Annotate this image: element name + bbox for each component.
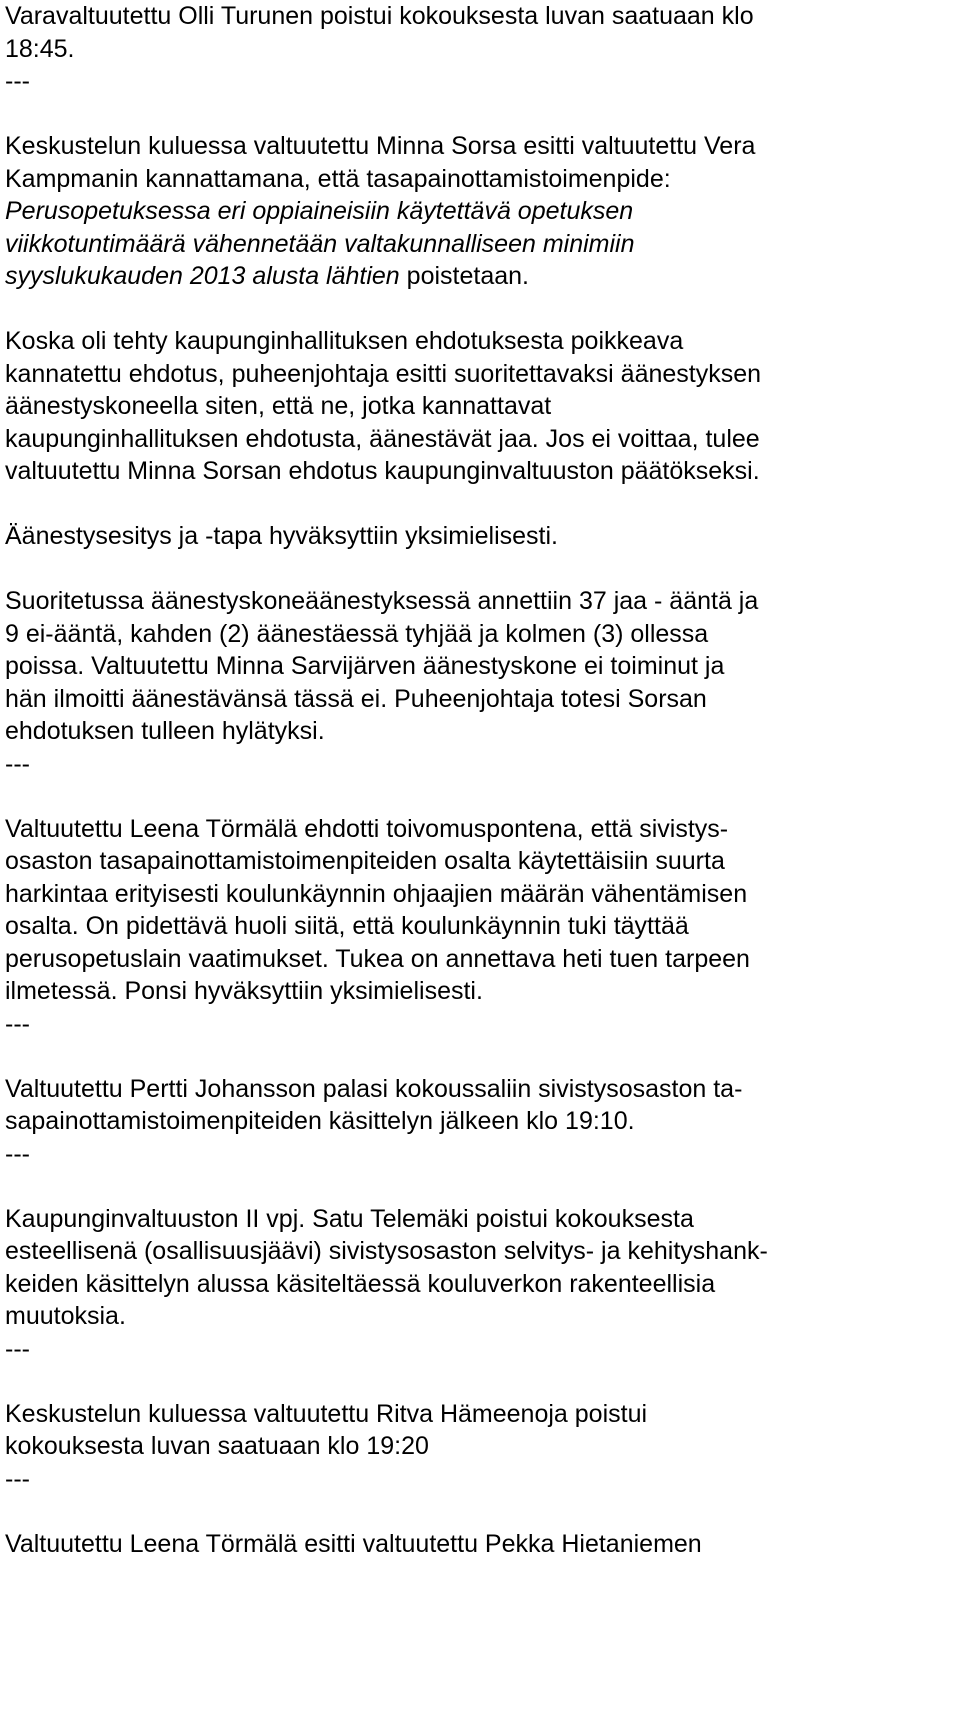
text-line bbox=[5, 1235, 955, 1268]
text-segment: keiden käsittelyn alussa käsiteltäessä kouluverkon rakenteellisia bbox=[5, 1269, 716, 1298]
text-segment: äänestyskoneella siten, että ne, jotka kannattavat bbox=[5, 392, 552, 420]
text-line bbox=[5, 1008, 955, 1041]
paragraph-spacer bbox=[5, 780, 955, 813]
text-line bbox=[5, 423, 955, 456]
text-line bbox=[5, 1430, 955, 1463]
paragraph-b7 bbox=[5, 1073, 955, 1171]
italic-text: viikkotuntimäärä vähennetään valtakunnalliseen minimiin bbox=[5, 229, 635, 258]
text-segment: 18:45. bbox=[5, 34, 75, 63]
paragraph-b2 bbox=[5, 130, 955, 293]
text-line bbox=[5, 520, 955, 553]
text-line bbox=[5, 195, 955, 228]
paragraph-spacer bbox=[5, 1170, 955, 1203]
paragraph-b6 bbox=[5, 813, 955, 1041]
text-segment: Keskustelun kuluessa valtuutettu Minna Sorsa esitti valtuutettu Vera bbox=[5, 132, 756, 160]
text-line bbox=[5, 1105, 955, 1138]
text-segment: --- bbox=[5, 1464, 30, 1493]
text-line bbox=[5, 878, 955, 911]
text-line bbox=[5, 1398, 955, 1431]
text-segment: poistetaan. bbox=[399, 262, 529, 290]
paragraph-spacer bbox=[5, 98, 955, 131]
text-line bbox=[5, 33, 955, 66]
text-line bbox=[5, 1203, 955, 1236]
text-segment: kannatettu ehdotus, puheenjohtaja esitti suoritettavaksi äänestyksen bbox=[5, 359, 762, 388]
text-segment: muutoksia. bbox=[5, 1302, 126, 1330]
text-segment: valtuutettu Minna Sorsan ehdotus kaupunginvaltuuston päätökseksi. bbox=[5, 457, 760, 485]
text-line bbox=[5, 715, 955, 748]
text-line bbox=[5, 683, 955, 716]
paragraph-b3 bbox=[5, 325, 955, 488]
italic-text: Perusopetuksessa eri oppiaineisiin käytettävä opetuksen bbox=[5, 197, 634, 225]
text-line bbox=[5, 845, 955, 878]
text-segment: Varavaltuutettu Olli Turunen poistui kokouksesta luvan saatuaan klo bbox=[5, 2, 754, 30]
text-line bbox=[5, 1463, 955, 1496]
text-line bbox=[5, 65, 955, 98]
document-body bbox=[5, 0, 955, 1560]
text-segment: --- bbox=[5, 1009, 30, 1038]
text-line bbox=[5, 975, 955, 1008]
text-segment: ilmetessä. Ponsi hyväksyttiin yksimielisesti. bbox=[5, 977, 483, 1005]
text-segment: hän ilmoitti äänestävänsä tässä ei. Puheenjohtaja totesi Sorsan bbox=[5, 684, 707, 713]
text-segment: --- bbox=[5, 749, 30, 778]
text-line bbox=[5, 813, 955, 846]
paragraph-spacer bbox=[5, 1365, 955, 1398]
text-line bbox=[5, 1300, 955, 1333]
text-segment: Valtuutettu Leena Törmälä esitti valtuutettu Pekka Hietaniemen bbox=[5, 1529, 702, 1558]
paragraph-spacer bbox=[5, 553, 955, 586]
text-line bbox=[5, 1528, 955, 1561]
text-line bbox=[5, 618, 955, 651]
paragraph-spacer bbox=[5, 488, 955, 521]
text-line bbox=[5, 585, 955, 618]
text-segment: Valtuutettu Pertti Johansson palasi kokoussaliin sivistysosaston ta- bbox=[5, 1074, 743, 1103]
text-segment: perusopetuslain vaatimukset. Tukea on annettava heti tuen tarpeen bbox=[5, 944, 750, 973]
text-segment: sapainottamistoimenpiteiden käsittelyn jälkeen klo 19:10. bbox=[5, 1107, 635, 1135]
text-segment: Valtuutettu Leena Törmälä ehdotti toivomuspontena, että sivistys- bbox=[5, 814, 729, 843]
text-segment: Koska oli tehty kaupunginhallituksen ehdotuksesta poikkeava bbox=[5, 327, 684, 355]
text-line bbox=[5, 325, 955, 358]
text-line bbox=[5, 1333, 955, 1366]
text-line bbox=[5, 748, 955, 781]
text-segment: osalta. On pidettävä huoli siitä, että koulunkäynnin tuki täyttää bbox=[5, 912, 689, 940]
text-segment: harkintaa erityisesti koulunkäynnin ohjaajien määrän vähentämisen bbox=[5, 879, 748, 908]
text-line bbox=[5, 358, 955, 391]
paragraph-b1 bbox=[5, 0, 955, 98]
paragraph-spacer bbox=[5, 1040, 955, 1073]
italic-text: syyslukukauden 2013 alusta lähtien bbox=[5, 262, 400, 290]
text-segment: Kampmanin kannattamana, että tasapainottamistoimenpide: bbox=[5, 164, 671, 193]
text-line bbox=[5, 910, 955, 943]
text-line bbox=[5, 260, 955, 293]
text-line bbox=[5, 130, 955, 163]
text-line bbox=[5, 1138, 955, 1171]
text-segment: --- bbox=[5, 1139, 30, 1168]
text-segment: kaupunginhallituksen ehdotusta, äänestävät jaa. Jos ei voittaa, tulee bbox=[5, 424, 760, 453]
text-line bbox=[5, 0, 955, 33]
document-page bbox=[5, 0, 955, 1560]
text-line bbox=[5, 943, 955, 976]
text-segment: kokouksesta luvan saatuaan klo 19:20 bbox=[5, 1432, 429, 1460]
text-line bbox=[5, 163, 955, 196]
paragraph-spacer bbox=[5, 293, 955, 326]
paragraph-b5 bbox=[5, 585, 955, 780]
text-segment: esteellisenä (osallisuusjäävi) sivistysosaston selvitys- ja kehityshank- bbox=[5, 1237, 768, 1265]
text-line bbox=[5, 1268, 955, 1301]
paragraph-b8 bbox=[5, 1203, 955, 1366]
text-line bbox=[5, 650, 955, 683]
text-line bbox=[5, 390, 955, 423]
text-segment: 9 ei-ääntä, kahden (2) äänestäessä tyhjää ja kolmen (3) ollessa bbox=[5, 619, 709, 648]
text-segment: Äänestysesitys ja -tapa hyväksyttiin yksimielisesti. bbox=[5, 522, 558, 550]
text-line bbox=[5, 455, 955, 488]
text-segment: osaston tasapainottamistoimenpiteiden osalta käytettäisiin suurta bbox=[5, 847, 725, 875]
paragraph-b9 bbox=[5, 1398, 955, 1496]
text-line bbox=[5, 1073, 955, 1106]
paragraph-spacer bbox=[5, 1495, 955, 1528]
text-segment: --- bbox=[5, 1334, 30, 1363]
text-segment: Suoritetussa äänestyskoneäänestyksessä annettiin 37 jaa - ääntä ja bbox=[5, 587, 759, 615]
text-line bbox=[5, 228, 955, 261]
paragraph-b4 bbox=[5, 520, 955, 553]
paragraph-b10 bbox=[5, 1528, 955, 1561]
text-segment: ehdotuksen tulleen hylätyksi. bbox=[5, 717, 325, 745]
text-segment: Kaupunginvaltuuston II vpj. Satu Telemäki poistui kokouksesta bbox=[5, 1204, 694, 1233]
text-segment: poissa. Valtuutettu Minna Sarvijärven äänestyskone ei toiminut ja bbox=[5, 652, 725, 680]
text-segment: Keskustelun kuluessa valtuutettu Ritva Hämeenoja poistui bbox=[5, 1399, 648, 1428]
text-segment: --- bbox=[5, 67, 30, 95]
